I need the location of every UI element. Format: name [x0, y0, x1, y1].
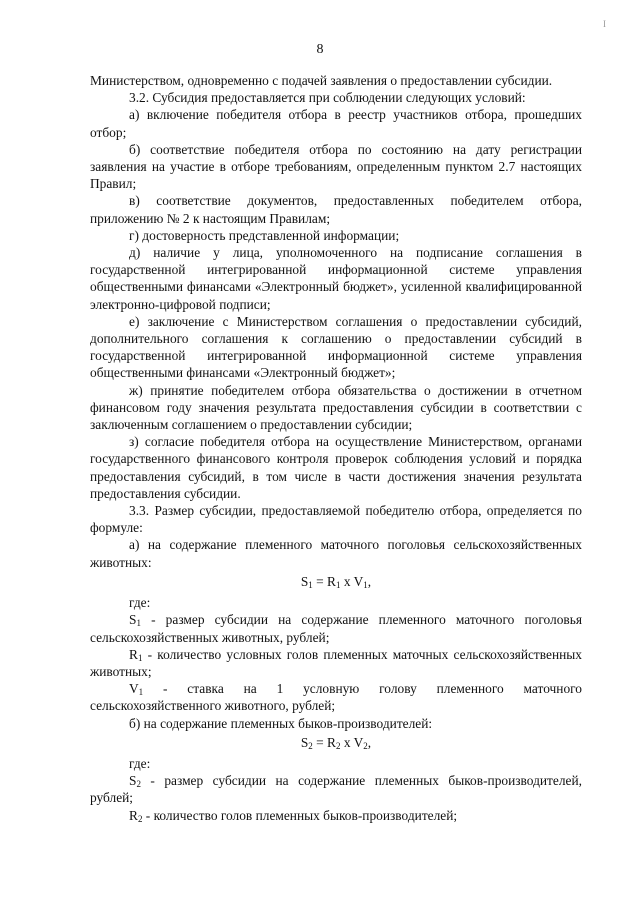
definition-r2: $R_2$ - количество голов племенных быков-производителей;	[129, 807, 458, 824]
condition-a: а) включение победителя отбора в реестр участников отбора, прошедших отбор;	[90, 107, 582, 140]
condition-v: в) соответствие документов, предоставленных победителем отбора, приложению № 2 к настоящим Правилам;	[90, 193, 582, 226]
document-body	[90, 72, 582, 824]
formula-2: $S_2 = R_2$ x $V_2$,	[300, 734, 372, 751]
formula-1: $S_1 = R_1$ x $V_1$,	[300, 573, 372, 590]
definition-s2: $S_2$ - размер субсидии на содержание племенных быков-производителей, рублей;	[90, 773, 582, 806]
corner-mark: I	[603, 19, 606, 29]
definition-s1: $S_1$ - размер субсидии на содержание племенного маточного поголовья сельскохозяйственных животных, рублей;	[90, 612, 582, 645]
condition-z: з) согласие победителя отбора на осуществление Министерством, органами государственного финансового контроля проверок соблюдения условий и порядка предоставления субсидий, в том числе в части достижения значения результата предоставления субсидии.	[90, 434, 582, 501]
item-b: б) на содержание племенных быков-производителей:	[129, 715, 433, 731]
condition-g: г) достоверность представленной информации;	[129, 227, 400, 243]
condition-b: б) соответствие победителя отбора по состоянию на дату регистрации заявления на участие в отборе требованиям, определенным пунктом 2.7 настоящих Правил;	[90, 141, 582, 192]
definition-r1: $R_1$ - количество условных голов племенных маточных сельскохозяйственных животных;	[90, 646, 582, 679]
condition-d: д) наличие у лица, уполномоченного на подписание соглашения в государственной интегрированной информационной системе управления общественными финансами «Электронный бюджет», усиленной квалифицированной электронно-цифровой подписи;	[90, 245, 582, 312]
where-label-1: где:	[129, 595, 151, 611]
paragraph-3-3: 3.3. Размер субсидии, предоставляемой победителю отбора, определяется по формуле:	[90, 503, 582, 536]
item-a: а) на содержание племенного маточного поголовья сельскохозяйственных животных:	[90, 537, 582, 570]
where-label-2: где:	[129, 755, 151, 771]
condition-zh: ж) принятие победителем отбора обязательства о достижении в отчетном финансовом году значения результата предоставления субсидии в соответствии с заключенным соглашением о предоставлении субсидии;	[90, 382, 582, 433]
page-number: 8	[316, 42, 324, 57]
paragraph-3-2: 3.2. Субсидия предоставляется при соблюдении следующих условий:	[129, 90, 526, 106]
condition-e: е) заключение с Министерством соглашения о предоставлении субсидий, дополнительного соглашения к соглашению о предоставлении субсидий в государственной интегрированной информационной системе управления общественными финансами «Электронный бюджет»;	[90, 313, 582, 381]
paragraph-continuation: Министерством, одновременно с подачей заявления о предоставлении субсидии.	[90, 73, 553, 88]
definition-v1: $V_1$ - ставка на 1 условную голову племенного маточного сельскохозяйственного животного, рублей;	[90, 681, 582, 714]
